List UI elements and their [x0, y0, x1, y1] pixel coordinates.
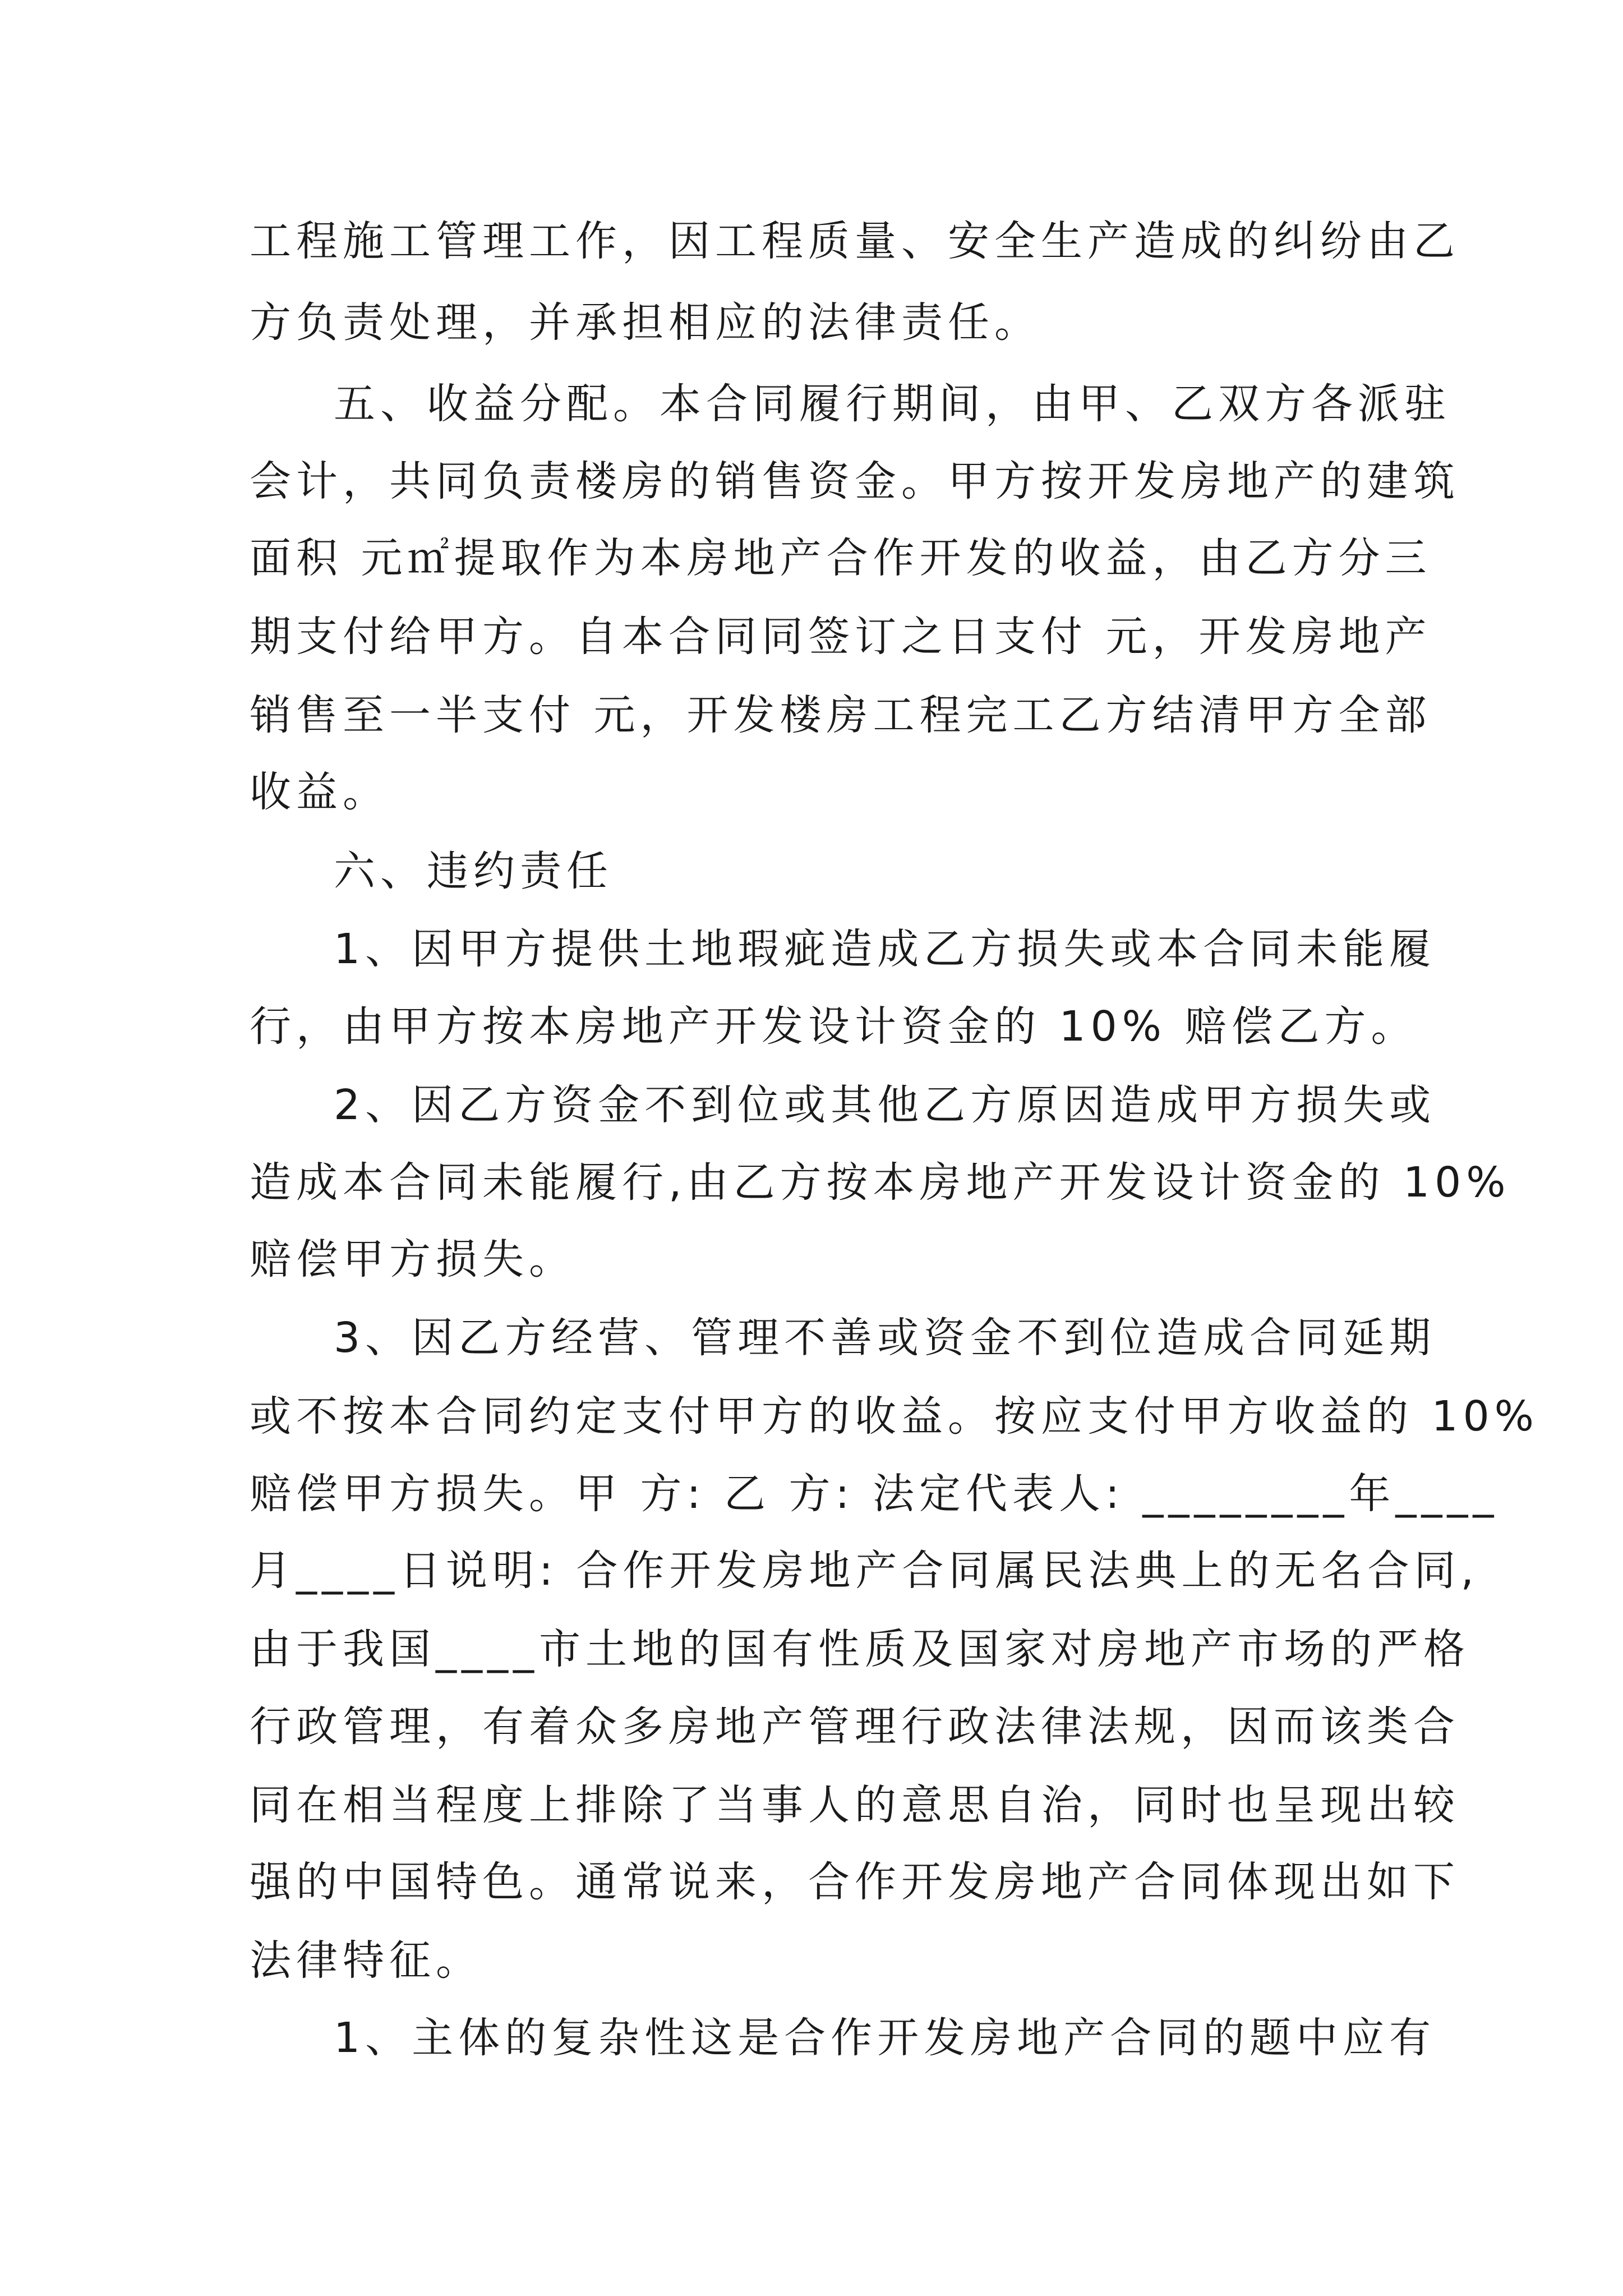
- text-line-23: 法律特征。: [250, 1936, 482, 1985]
- text-line-20: 行政管理，有着众多房地产管理行政法律法规，因而该类合: [250, 1703, 1460, 1751]
- text-line-22: 强的中国特色。通常说来，合作开发房地产合同体现出如下: [250, 1858, 1460, 1906]
- text-line-16: 或不按本合同约定支付甲方的收益。按应支付甲方收益的 10%: [250, 1392, 1539, 1441]
- text-line-12: 2、因乙方资金不到位或其他乙方原因造成甲方损失或: [334, 1081, 1436, 1129]
- text-line-3: 五、收益分配。本合同履行期间，由甲、乙双方各派驻: [334, 380, 1451, 428]
- section-heading: 六、违约责任: [334, 847, 613, 895]
- text-line-8: 收益。: [250, 768, 389, 816]
- text-line-10: 1、因甲方提供土地瑕疵造成乙方损失或本合同未能履: [334, 925, 1436, 973]
- text-line-14: 赔偿甲方损失。: [250, 1235, 575, 1283]
- text-line-19: 由于我国____市土地的国有性质及国家对房地产市场的严格: [250, 1625, 1470, 1673]
- text-line-1: 工程施工管理工作，因工程质量、安全生产造成的纠纷由乙: [250, 217, 1460, 265]
- text-line-7: 销售至一半支付 元，开发楼房工程完工乙方结清甲方全部: [250, 691, 1432, 739]
- text-line-17: 赔偿甲方损失。甲 方: 乙 方: 法定代表人: ________年____: [250, 1470, 1499, 1518]
- text-line-4: 会计，共同负责楼房的销售资金。甲方按开发房地产的建筑: [250, 457, 1460, 505]
- text-line-6: 期支付给甲方。自本合同同签订之日支付 元，开发房地产: [250, 613, 1432, 661]
- text-line-2: 方负责处理，并承担相应的法律责任。: [250, 298, 1041, 347]
- text-line-18: 月____日说明: 合作开发房地产合同属民法典上的无名合同,: [250, 1547, 1479, 1595]
- text-line-11: 行，由甲方按本房地产开发设计资金的 10% 赔偿乙方。: [250, 1002, 1418, 1051]
- text-line-21: 同在相当程度上排除了当事人的意思自治，同时也呈现出较: [250, 1781, 1460, 1829]
- text-line-13: 造成本合同未能履行,由乙方按本房地产开发设计资金的 10%: [250, 1158, 1511, 1207]
- text-line-15: 3、因乙方经营、管理不善或资金不到位造成合同延期: [334, 1314, 1436, 1362]
- text-line-5: 面积 元㎡提取作为本房地产合作开发的收益，由乙方分三: [250, 534, 1432, 582]
- text-line-24: 1、主体的复杂性这是合作开发房地产合同的题中应有: [334, 2014, 1436, 2062]
